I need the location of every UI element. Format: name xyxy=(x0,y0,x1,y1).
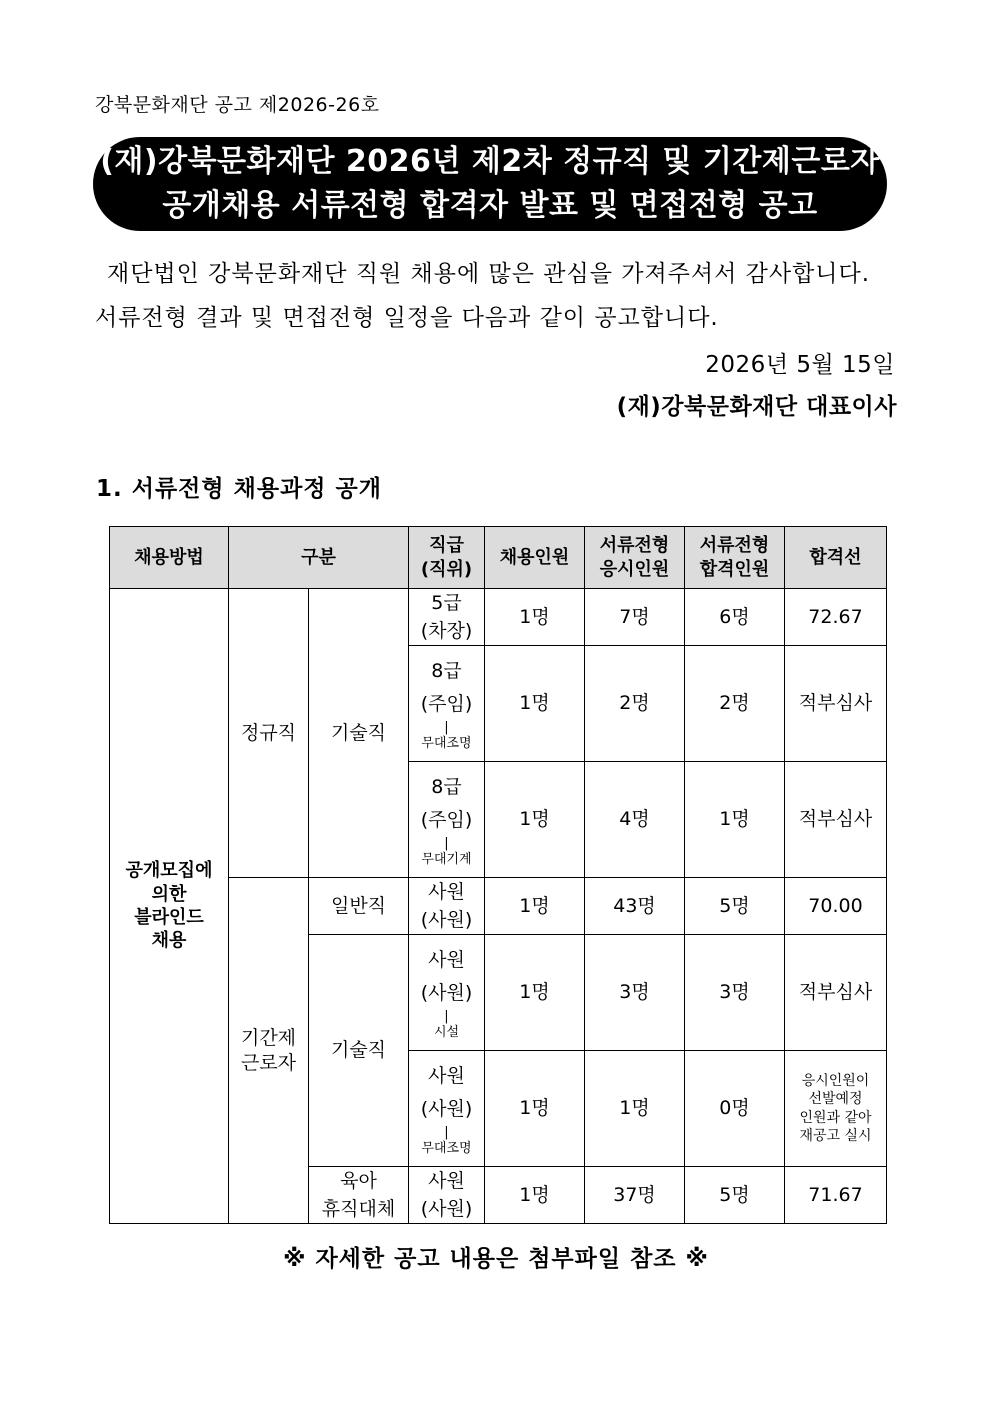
applicants-cell: 3명 xyxy=(585,935,685,1051)
intro-line-2: 서류전형 결과 및 면접전형 일정을 다음과 같이 공고합니다. xyxy=(95,305,719,331)
passed-cell: 5명 xyxy=(685,1167,785,1224)
cutoff-cell: 적부심사 xyxy=(785,935,887,1051)
header-method: 채용방법 xyxy=(110,527,229,589)
applicants-cell: 2명 xyxy=(585,646,685,762)
hires-cell: 1명 xyxy=(485,762,585,878)
section-heading: 1. 서류전형 채용과정 공개 xyxy=(96,476,382,502)
cutoff-cell: 적부심사 xyxy=(785,762,887,878)
hires-cell: 1명 xyxy=(485,878,585,935)
hires-cell: 1명 xyxy=(485,1051,585,1167)
header-hires: 채용인원 xyxy=(485,527,585,589)
announcement-title xyxy=(93,137,887,231)
position-cell: 사원 (사원) | 시설 xyxy=(409,935,485,1051)
cutoff-cell: 70.00 xyxy=(785,878,887,935)
title-line-1: (재)강북문화재단 2026년 제2차 정규직 및 기간제근로자 xyxy=(100,144,880,179)
position-cell: 5급 (차장) xyxy=(409,589,485,646)
position-cell: 사원 (사원) xyxy=(409,878,485,935)
cutoff-cell: 적부심사 xyxy=(785,646,887,762)
hires-cell: 1명 xyxy=(485,589,585,646)
cutoff-cell: 72.67 xyxy=(785,589,887,646)
recruitment-table xyxy=(109,526,887,1224)
passed-cell: 3명 xyxy=(685,935,785,1051)
header-applicants: 서류전형 응시인원 xyxy=(585,527,685,589)
group-regular: 정규직 xyxy=(229,589,309,878)
applicants-cell: 1명 xyxy=(585,1051,685,1167)
signer: (재)강북문화재단 대표이사 xyxy=(616,394,897,420)
job-tech-regular: 기술직 xyxy=(309,589,409,878)
passed-cell: 0명 xyxy=(685,1051,785,1167)
passed-cell: 2명 xyxy=(685,646,785,762)
job-parental: 육아 휴직대체 xyxy=(309,1167,409,1224)
table-row xyxy=(110,589,887,646)
position-cell: 사원 (사원) xyxy=(409,1167,485,1224)
applicants-cell: 4명 xyxy=(585,762,685,878)
header-cutoff: 합격선 xyxy=(785,527,887,589)
cutoff-note-cell: 응시인원이 선발예정 인원과 같아 재공고 실시 xyxy=(785,1051,887,1167)
title-line-2: 공개채용 서류전형 합격자 발표 및 면접전형 공고 xyxy=(162,188,818,223)
position-cell: 8급 (주임) | 무대조명 xyxy=(409,646,485,762)
passed-cell: 5명 xyxy=(685,878,785,935)
footer-note: ※ 자세한 공고 내용은 첨부파일 참조 ※ xyxy=(283,1246,709,1272)
header-category: 구분 xyxy=(229,527,409,589)
passed-cell: 6명 xyxy=(685,589,785,646)
method-cell: 공개모집에 의한 블라인드 채용 xyxy=(110,589,229,1224)
hires-cell: 1명 xyxy=(485,1167,585,1224)
group-contract: 기간제 근로자 xyxy=(229,878,309,1224)
hires-cell: 1명 xyxy=(485,935,585,1051)
applicants-cell: 7명 xyxy=(585,589,685,646)
job-tech-contract: 기술직 xyxy=(309,935,409,1167)
cutoff-cell: 71.67 xyxy=(785,1167,887,1224)
intro-paragraph xyxy=(95,252,895,340)
announcement-date: 2026년 5월 15일 xyxy=(705,352,895,378)
hires-cell: 1명 xyxy=(485,646,585,762)
header-position: 직급 (직위) xyxy=(409,527,485,589)
applicants-cell: 37명 xyxy=(585,1167,685,1224)
position-cell: 사원 (사원) | 무대조명 xyxy=(409,1051,485,1167)
position-cell: 8급 (주임) | 무대기계 xyxy=(409,762,485,878)
applicants-cell: 43명 xyxy=(585,878,685,935)
notice-number: 강북문화재단 공고 제2026-26호 xyxy=(95,94,380,116)
intro-line-1: 재단법인 강북문화재단 직원 채용에 많은 관심을 가져주셔서 감사합니다. xyxy=(107,261,871,287)
header-passed: 서류전형 합격인원 xyxy=(685,527,785,589)
job-general: 일반직 xyxy=(309,878,409,935)
passed-cell: 1명 xyxy=(685,762,785,878)
table-header-row xyxy=(110,527,887,589)
